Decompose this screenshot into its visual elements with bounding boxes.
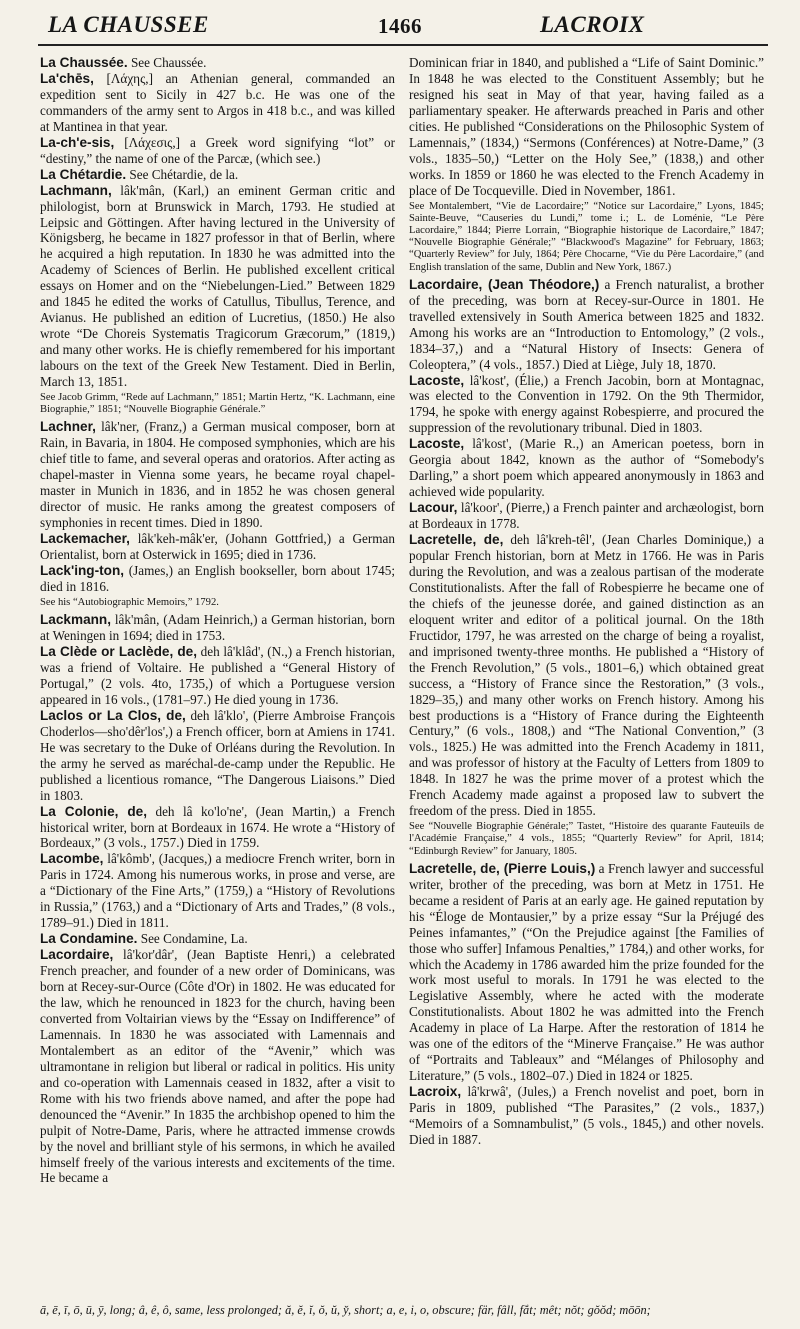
entry-headword: Lacretelle, de, (Pierre Louis,) — [409, 860, 596, 876]
dictionary-entry — [40, 419, 395, 531]
entry-headword: Lacour, — [409, 500, 458, 516]
dictionary-entry — [40, 947, 395, 1186]
dictionary-entry — [40, 708, 395, 804]
header-right-guideword: LACROIX — [540, 12, 645, 37]
entry-headword: La Chaussée. — [40, 55, 128, 70]
entry-text: See Chaussée. — [127, 55, 207, 70]
entry-text: lâk'mân, (Karl,) an eminent German critic and philologist, born at Brunswick in March, 1793. He studied at Leipsic and Göttingen. After having lectured in the University of Königsberg, he became in 1827 professor in that of Berlin, where he acquired a high reputation. In 1830 he was admitted into the Academy of Sciences of Berlin. He published excellent critical essays on Homer and on the “Niebelungen-Lied.” Between 1829 and 1845 he edited the works of Catullus, Tibullus, Terence, and Avianus. He published an edition of Lucretius, (1850.) He also wrote “De Choreis Systematis Tragicorum Græcorum,” (1819,) and many other works. He is chiefly remembered for his important labours on the text of the Greek New Testament. Died in Berlin, March 13, 1851. — [40, 182, 395, 390]
entry-headword: Lacoste, — [409, 372, 465, 388]
entry-headword: Lacordaire, — [40, 947, 114, 963]
entry-text: lâk'mân, (Adam Heinrich,) a German historian, born at Weningen in 1694; died in 1753. — [40, 612, 395, 644]
dictionary-entry — [40, 612, 395, 644]
entry-headword: Lacombe, — [40, 851, 104, 867]
entry-text: See Condamine, La. — [137, 931, 248, 947]
dictionary-entry — [40, 931, 395, 947]
running-header — [0, 8, 800, 48]
entry-text: deh lâ ko'lo'ne', (Jean Martin,) a French historical writer, born at Bordeaux in 1674. He wrote a “History of Bordeaux,” (3 vols., 1757.) Died in 1759. — [40, 803, 395, 851]
entry-text: lâ'kômb', (Jacques,) a mediocre French writer, born in Paris in 1724. Among his numerous works, in prose and verse, are a “Dictionary of the Fine Arts,” (1759,) a “History of Revolutions in Russia,” (1763,) and a “Dictionary of Arts and Trades,” (8 vols., 1789–91.) Died in 1811. — [40, 851, 395, 931]
reference-note: See “Nouvelle Biographie Générale;” Tastet, “Histoire des quarante Fauteuils de l'Académie Française,” 4 vols., 1855; “Quarterly Review” for April, 1814; “Edinburgh Review” for January, 1805. — [409, 821, 764, 857]
dictionary-entry — [40, 183, 395, 390]
entry-text: lâ'kor'dâr', (Jean Baptiste Henri,) a celebrated French preacher, and founder of a new order of Dominicans, was born at Recey-sur-Ource (Côte d'Or) in 1802. He was educated for the law, which he renounced in 1823 for the church, having been converted from Voltairian views by the “Essay on Indifference” of Lamennais. In 1830 he was associated with Lamennais and Montalembert as an editor of the “Avenir,” which was ultramontane in religion but liberal or radical in politics. His unity and co-operation with Lamennais ceased in 1832, after a visit to Rome with his two friends above named, and after the pope had denounced the “Avenir.” In 1835 the archbishop opened to him the pulpit of Notre-Dame, Paris, where he attracted immense crowds by the novel and brilliant style of his sermons, in which he availed himself freely of the various interests and excitements of the time. He became a — [40, 947, 395, 1186]
dictionary-entry — [40, 563, 395, 595]
entry-headword: Lacroix, — [409, 1084, 462, 1100]
page-number: 1466 — [378, 14, 422, 38]
dictionary-entry — [40, 135, 395, 167]
dictionary-entry — [409, 277, 764, 373]
entry-text: lâk'keh-mâk'er, (Johann Gottfried,) a German Orientalist, born at Osterwick in 1695; died in 1736. — [40, 531, 395, 563]
entry-headword: Lackemacher, — [40, 531, 130, 547]
entry-headword: Lachmann, — [40, 182, 112, 198]
dictionary-entry — [409, 532, 764, 819]
dictionary-entry — [40, 851, 395, 931]
entry-text: See Chétardie, de la. — [126, 166, 239, 182]
entry-headword: Lacretelle, de, — [409, 532, 504, 548]
dictionary-entry — [40, 804, 395, 852]
entry-headword: Laclos or La Clos, de, — [40, 707, 186, 723]
dictionary-entry — [40, 644, 395, 708]
reference-note: See Jacob Grimm, “Rede auf Lachmann,” 1851; Martin Hertz, “K. Lachmann, eine Biographie,” 1851; “Nouvelle Biographie Générale.” — [40, 392, 395, 416]
entry-text: [Λάχεσις,] a Greek word signifying “lot” or “destiny,” the name of one of the Parcæ, (which see.) — [40, 134, 395, 166]
entry-headword: La Colonie, de, — [40, 803, 148, 819]
entry-text: a French naturalist, a brother of the preceding, was born at Recey-sur-Ource in 1801. He travelled extensively in South America between 1825 and 1832. Among his works are an “Introduction to Entomology,” (2 vols., 1834–37,) and a “Natural History of Insects: Genera of Coleoptera,” (4 vols., 1857.) Died at Liège, July 18, 1870. — [409, 276, 764, 372]
dictionary-entry — [409, 1084, 764, 1148]
dictionary-entry — [40, 531, 395, 563]
entry-text: (James,) an English bookseller, born about 1745; died in 1816. — [40, 563, 395, 594]
dictionary-entry — [409, 500, 764, 532]
reference-note: See Montalembert, “Vie de Lacordaire;” “Notice sur Lacordaire,” Lyons, 1845; Sainte-Beuve, “Causeries du Lundi,” tome i.; L. de Loménie, “Le Père Lacordaire,” 1844; Pierre Lorrain, “Biographie historique de Lacordaire,” 1847; “Nouvelle Biographie Générale;” “Blackwood's Magazine” for February, 1863; “Quarterly Review” for July, 1864; Père Chocarne, “Vie du Père Lacordaire,” (and English translation of the same, Dublin and New York, 1867.) — [409, 200, 764, 273]
dictionary-entry — [40, 55, 395, 71]
header-rule — [38, 44, 768, 46]
dictionary-entry — [40, 167, 395, 183]
entry-text: deh lâ'klâd', (N.,) a French historian, was a friend of Voltaire. He published a “General History of Portugal,” (2 vols. 4to, 1735,) of which a Portuguese version appeared in 16 vols., (1781–97.) He died young in 1736. — [40, 644, 396, 707]
entry-text: deh lâ'klo', (Pierre Ambroise François Choderlos—sho'dêr'los',) a French officer, born at Amiens in 1741. He was secretary to the Duke of Orléans during the Revolution. In the army he served as maréchal-de-camp under the Republic. He published a licentious romance, “The Dangerous Liaisons.” Died in 1803. — [40, 707, 395, 803]
entry-headword: Lachner, — [40, 419, 96, 435]
entry-headword: La Condamine. — [40, 931, 138, 947]
entry-text: deh lâ'kreh-têl', (Jean Charles Dominique,) a popular French historian, born at Metz in 1766. He was in Paris during the Revolution, and was a zealous partisan of the moderate Constitutionalists. After the fall of Robespierre he became one of the chiefs of the jeunesse dorée, and gained distinction as an eloquent writer and editor of a political journal. On the 18th Fructidor, 1797, he was arrested on the charge of being a royalist, and imprisoned twenty-three months. He published a “History of the French Revolution,” (5 vols., 1801–6,) which obtained great success, a “History of France since the Restoration,” (3 vols., 1829–35,) and many other works on French history. Among his best productions is a “History of France during the Eighteenth Century,” (6 vols., 1808,) and “The National Convention,” (3 vols., 1825.) He was admitted into the French Academy in 1811, and was professor of history at the Faculty of Letters from 1809 to 1848. In 1827 he was the prime mover of a protest which the French Academy made against a proposed law to subvert the freedom of the press. Died in 1855. — [409, 532, 764, 819]
entry-text: lâ'kost', (Marie R.,) an American poetess, born in Georgia about 1842, known as the author of “Somebody's Darling,” a short poem which appeared anonymously in 1863 and achieved wide popularity. — [409, 436, 764, 500]
dictionary-entry — [409, 861, 764, 1084]
entry-text: lâ'koor', (Pierre,) a French painter and archæologist, born at Bordeaux in 1778. — [409, 500, 764, 532]
right-column — [409, 55, 764, 1148]
entry-headword: Lack'ing-ton, — [40, 563, 125, 578]
entry-headword: La-ch'e-sis, — [40, 134, 115, 150]
entry-headword: Lackmann, — [40, 612, 112, 628]
entry-text: [Λάχης,] an Athenian general, commanded an expedition sent to Sicily in 427 b.c. He was one of the commanders of the army sent to Argos in 418 b.c., and was killed at Mantinea in that year. — [40, 70, 395, 134]
dictionary-entry — [409, 373, 764, 437]
dictionary-entry — [40, 71, 395, 135]
entry-headword: La Chétardie. — [40, 166, 127, 182]
entry-text: lâk'ner, (Franz,) a German musical composer, born at Rain, in Bavaria, in 1804. He composed symphonies, which are his chief title to fame, and several operas and oratorios. After acting as chapel-master in Vienna some years, he became royal chapel-master in Munich in 1836, and in 1852 he was chosen general director of music. He ranks among the greatest composers of symphonies in recent times. Died in 1890. — [40, 419, 395, 531]
entry-headword: La Clède or Laclède, de, — [40, 644, 198, 660]
entry-text: lâ'krwâ', (Jules,) a French novelist and poet, born in Paris in 1809, published “The Parasites,” (2 vols., 1837,) “Memoirs of a Somnambulist,” (5 vols., 1845,) and other novels. Died in 1887. — [409, 1084, 764, 1148]
reference-note: See his “Autobiographic Memoirs,” 1792. — [40, 596, 219, 608]
entry-text: a French lawyer and successful writer, brother of the preceding, was born at Metz in 1751. He became a resident of Paris at an early age. He gained reputation by his “Éloge de Montausier,” by a prize essay “Sur la Préjugé des Peines infamantes,” (“On the Prejudice against [the Families of those who suffer] Infamous Penalties,” 1784,) and other works, for which the Academy in 1786 awarded him the prize founded for the work most useful to morals. In 1791 he was elected to the Legislative Assembly, where he acted with the moderate Constitutionalists. About 1802 he was admitted into the French Academy in place of La Harpe. After the restoration of 1814 he was one of the editors of the “Minerve Française.” He was author of “Portraits and Tableaux” and “Mélanges of Philosophy and Literature,” (5 vols., 1802–07.) Died in 1824 or 1825. — [409, 860, 764, 1084]
header-left-guideword: LA CHAUSSEE — [48, 12, 209, 37]
dictionary-entry — [409, 436, 764, 500]
entry-headword: La'chēs, — [40, 70, 94, 86]
entry-headword: Lacordaire, (Jean Théodore,) — [409, 276, 600, 292]
entry-text: lâ'kost', (Élie,) a French Jacobin, born at Montagnac, was elected to the Convention in 1792. On the 9th Thermidor, 1794, he spoke with energy against Robespierre, and procured the suppression of the revolutionary tribunal. Died in 1803. — [409, 372, 764, 436]
entry-headword: Lacoste, — [409, 436, 465, 452]
pronunciation-key-footer: ā, ē, ī, ō, ū, ȳ, long; â, ê, ô, same, less prolonged; ă, ĕ, ĭ, ŏ, ŭ, y̆, short; a, e, i, o, obscure; fär, fâll, fắt; mêt; nŏt; gŏŏd; mōōn; — [40, 1303, 651, 1317]
entry-continuation: Dominican friar in 1840, and published a “Life of Saint Dominic.” In 1848 he was elected to the Constituent Assembly; but he resigned his seat in May of that year, having failed as a parliamentary speaker. He afterwards preached in Paris and other cities. He published “Considerations on the Philosophic System of Lamennais,” (1834,) “Sermons (Conférences) at Notre-Dame,” (3 vols., 1835–50,) “Letter on the Holy See,” (1838,) and other works. In 1859 or 1860 he was elected to the French Academy in place of De Tocqueville. Died in November, 1861. — [409, 55, 764, 198]
left-column — [40, 55, 395, 1186]
